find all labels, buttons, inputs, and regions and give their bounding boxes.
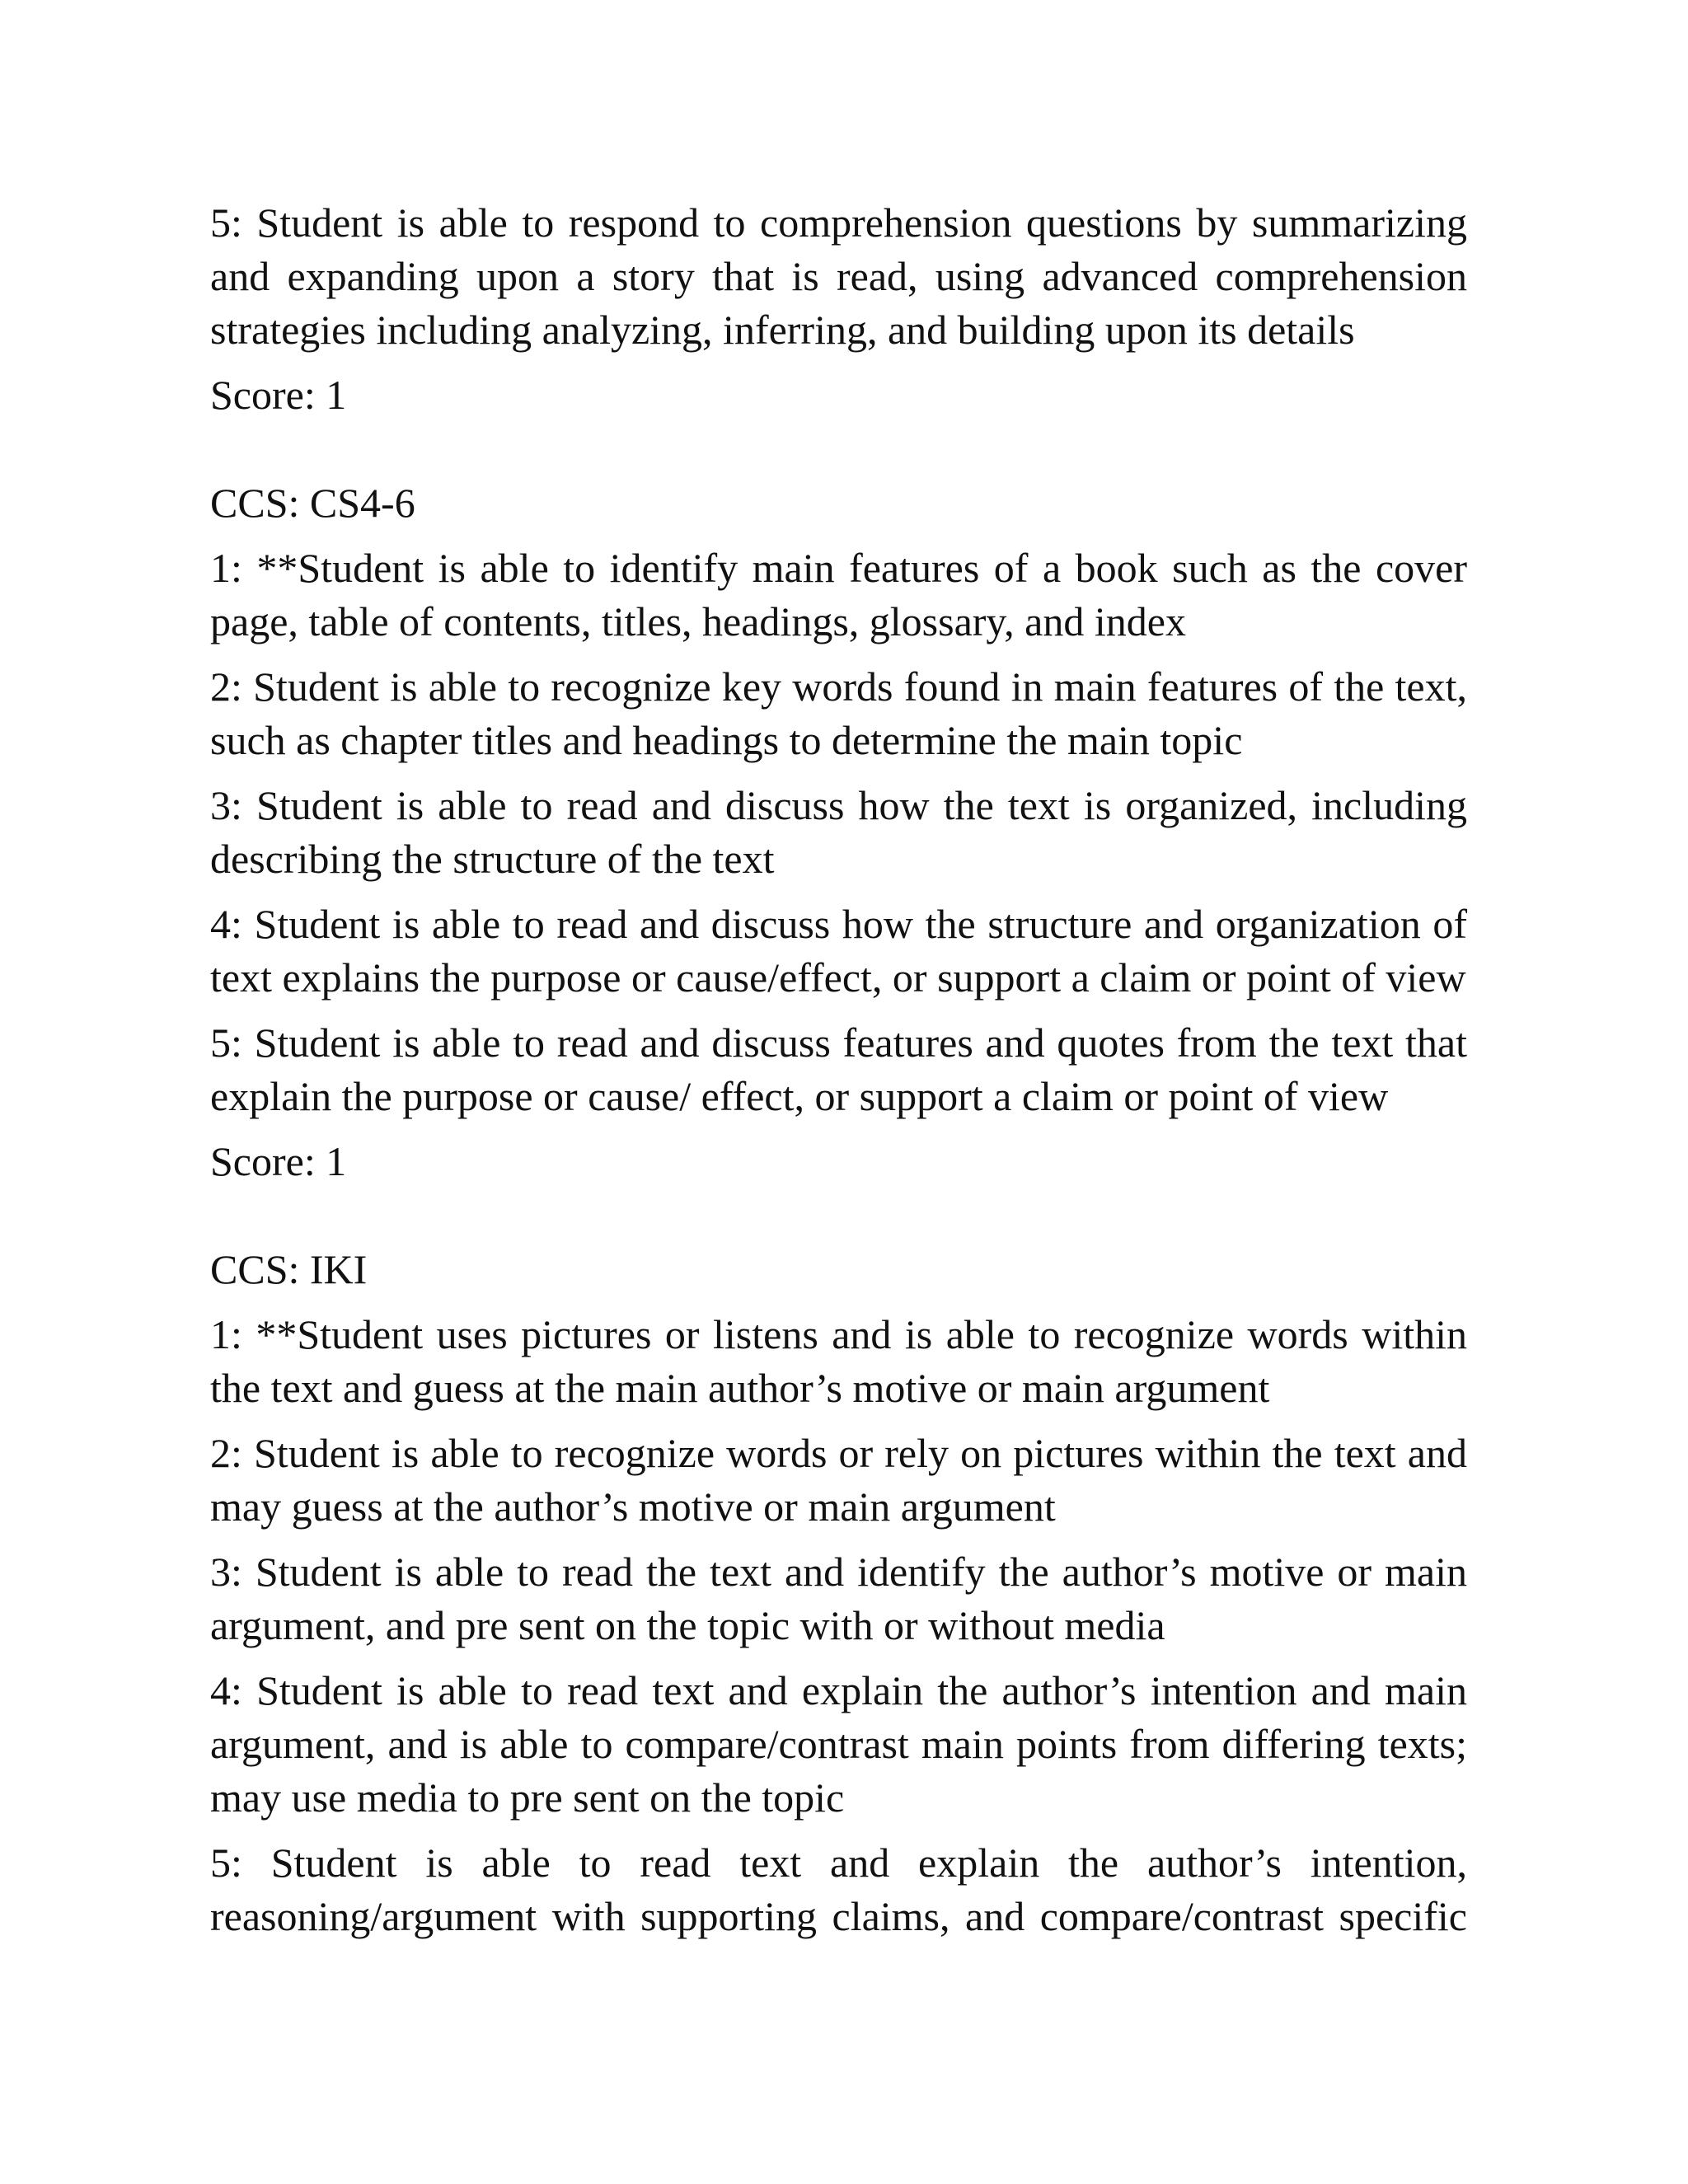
rubric-level-1: 1: **Student is able to identify main features of a book such as the cover page, table of contents, titles, headings, glossary, and index [210, 545, 1467, 644]
section-spacer [210, 1188, 1467, 1243]
rubric-section-continued [210, 196, 1467, 422]
section-heading: CCS: CS4-6 [210, 480, 415, 526]
rubric-level-2: 2: Student is able to recognize words or rely on pictures within the text and may guess at the author’s motive or main argument [210, 1430, 1467, 1530]
rubric-level-5: 5: Student is able to read text and explain the author’s intention, reasoning/argument with supporting claims, and compare/contrast specific [210, 1840, 1467, 1939]
section-spacer [210, 422, 1467, 476]
section-heading: CCS: IKI [210, 1246, 368, 1292]
rubric-level-5: 5: Student is able to respond to comprehension questions by summarizing and expanding upon a story that is read, using advanced comprehension strategies including analyzing, inferring, and building upon its details [210, 199, 1467, 353]
score-line: Score: 1 [210, 1138, 347, 1184]
rubric-level-3: 3: Student is able to read and discuss how the text is organized, including describing the structure of the text [210, 782, 1467, 882]
rubric-level-5: 5: Student is able to read and discuss features and quotes from the text that explain the purpose or cause/ effect, or support a claim or point of view [210, 1019, 1467, 1119]
document-body [210, 196, 1467, 1955]
rubric-level-4: 4: Student is able to read text and explain the author’s intention and main argument, and is able to compare/contrast main points from differing texts; may use media to pre sent on the topic [210, 1667, 1467, 1821]
rubric-section-cs4-6 [210, 476, 1467, 1188]
rubric-level-2: 2: Student is able to recognize key words found in main features of the text, such as chapter titles and headings to determine the main topic [210, 663, 1467, 763]
rubric-level-3: 3: Student is able to read the text and identify the author’s motive or main argument, and pre sent on the topic with or without media [210, 1549, 1467, 1648]
score-line: Score: 1 [210, 372, 347, 418]
rubric-section-iki [210, 1243, 1467, 1943]
rubric-level-4: 4: Student is able to read and discuss how the structure and organization of text explains the purpose or cause/effect, or support a claim or point of view [210, 901, 1467, 1001]
rubric-level-1: 1: **Student uses pictures or listens and is able to recognize words within the text and guess at the main author’s motive or main argument [210, 1311, 1467, 1411]
